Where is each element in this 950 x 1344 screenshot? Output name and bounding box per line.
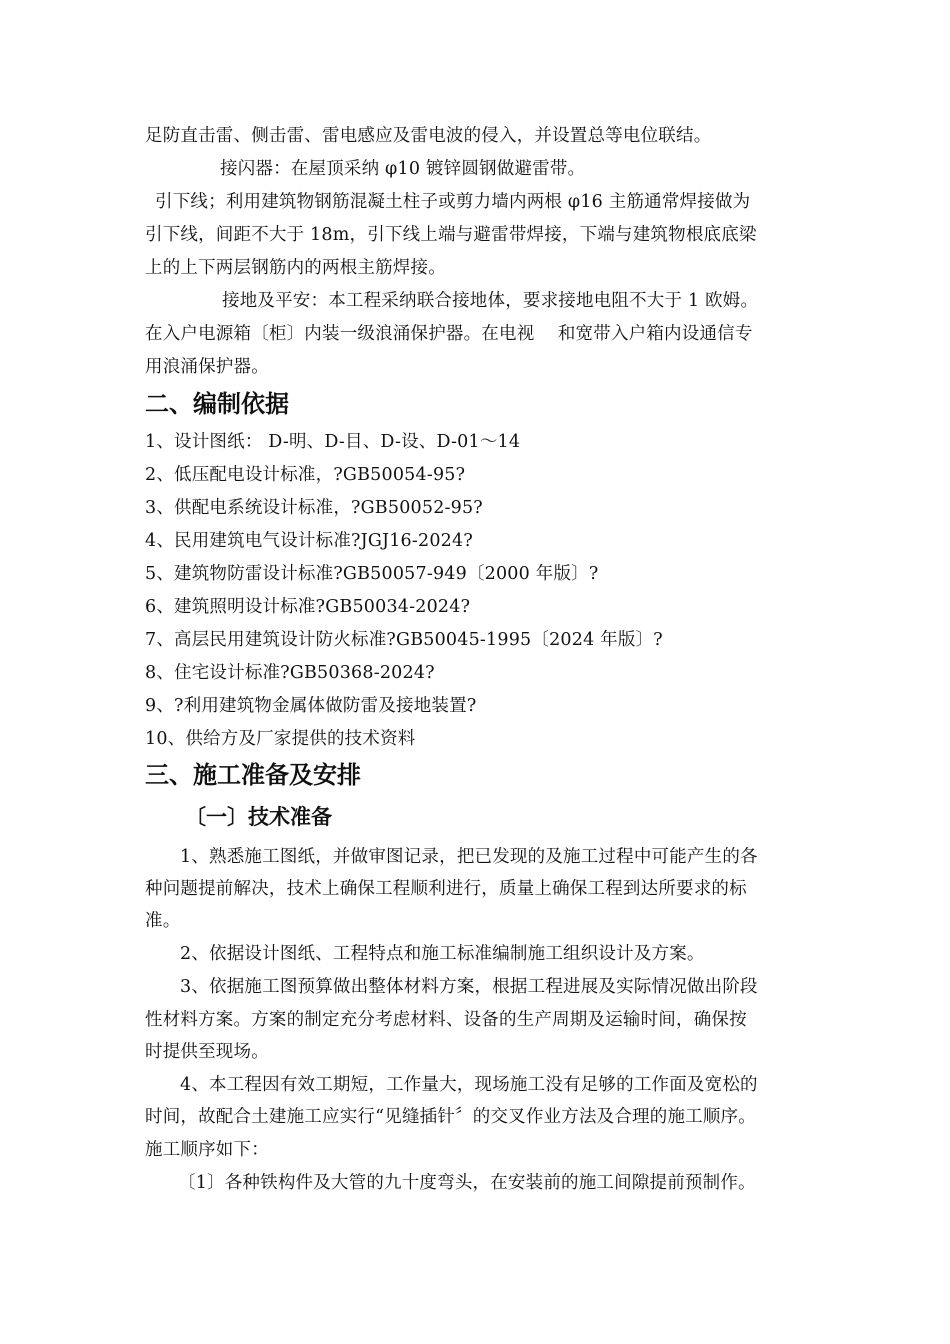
reference-item: 5、建筑物防雷设计标准?GB50057-949〔2000 年版〕? (145, 564, 599, 584)
reference-item: 7、高层民用建筑设计防火标准?GB50045-1995〔2024 年版〕? (145, 630, 663, 650)
paragraph-line: 时提供至现场。 (145, 1042, 269, 1062)
reference-item: 6、建筑照明设计标准?GB50034-2024? (145, 597, 471, 617)
reference-item: 3、供配电系统设计标准，?GB50052-95? (145, 498, 483, 518)
paragraph-line: 种问题提前解决，技术上确保工程顺利进行，质量上确保工程到达所要求的标 (145, 879, 747, 899)
reference-item: 10、供给方及厂家提供的技术资料 (145, 729, 416, 749)
paragraph-line: 〔1〕各种铁构件及大管的九十度弯头，在安装前的施工间隙提前预制作。 (178, 1173, 756, 1193)
reference-item: 8、住宅设计标准?GB50368-2024? (145, 663, 435, 683)
section-heading: 二、编制依据 (145, 390, 289, 418)
intro-line: 足防直击雷、侧击雷、雷电感应及雷电波的侵入，并设置总等电位联结。 (145, 126, 712, 146)
paragraph-line: 4、本工程因有效工期短，工作量大，现场施工没有足够的工作面及宽松的 (180, 1075, 758, 1095)
paragraph-line: 时间，故配合土建施工应实行“见缝插针〞的交叉作业方法及合理的施工顺序。 (145, 1107, 756, 1127)
reference-item: 9、?利用建筑物金属体做防雷及接地装置? (145, 696, 477, 716)
paragraph-line: 性材料方案。方案的制定充分考虑材料、设备的生产周期及运输时间，确保按 (145, 1010, 747, 1030)
down-conductor-line: 上的上下两层钢筋内的两根主筋焊接。 (145, 258, 446, 278)
paragraph-line: 3、依据施工图预算做出整体材料方案，根据工程进展及实际情况做出阶段 (180, 977, 758, 997)
sub-heading: 〔一〕技术准备 (185, 805, 332, 829)
reference-item: 4、民用建筑电气设计标准?JGJ16-2024? (145, 531, 473, 551)
paragraph-line: 2、依据设计图纸、工程特点和施工标准编制施工组织设计及方案。 (180, 944, 705, 964)
down-conductor-line: 引下线；利用建筑物钢筋混凝土柱子或剪力墙内两根 φ16 主筋通常焊接做为 (155, 192, 751, 212)
air-terminal-line: 接闪器：在屋顶采纳 φ10 镀锌圆钢做避雷带。 (220, 159, 586, 179)
down-conductor-line: 引下线，间距不大于 18m，引下线上端与避雷带焊接，下端与建筑物根底底梁 (145, 225, 757, 245)
paragraph-line: 施工顺序如下： (145, 1140, 269, 1160)
reference-item: 1、设计图纸： D-明、D-目、D-设、D-01～14 (145, 432, 521, 452)
paragraph-line: 准。 (145, 911, 181, 931)
section-heading: 三、施工准备及安排 (145, 761, 361, 789)
reference-item: 2、低压配电设计标准，?GB50054-95? (145, 465, 466, 485)
grounding-line: 接地及平安：本工程采纳联合接地体，要求接地电阻不大于 1 欧姆。 (222, 291, 759, 311)
grounding-line: 在入户电源箱〔柜〕内装一级浪涌保护器。在电视 和宽带入户箱内设通信专 (145, 324, 753, 344)
paragraph-line: 1、熟悉施工图纸，并做审图记录，把已发现的及施工过程中可能产生的各 (180, 847, 758, 867)
grounding-line: 用浪涌保护器。 (145, 357, 269, 377)
